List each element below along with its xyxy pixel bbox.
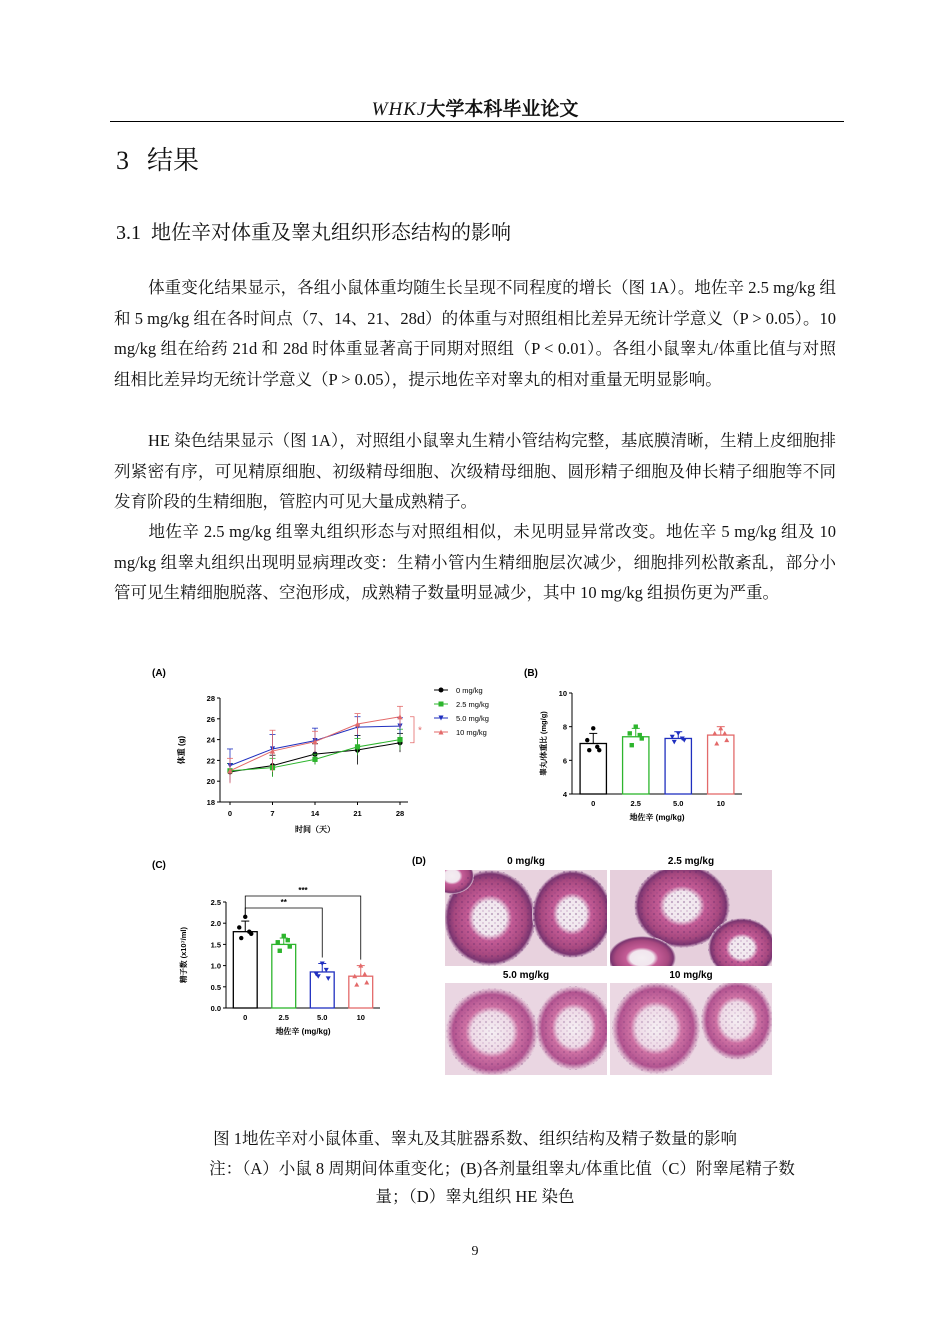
figure-caption: 图 1地佐辛对小鼠体重、睾丸及其脏器系数、组织结构及精子数量的影响: [213, 1129, 737, 1148]
chart-c-point: [247, 929, 251, 933]
chart-c-ylabel: 精子数 (x10⁷/ml): [179, 926, 188, 984]
chart-c-point: [354, 982, 359, 987]
chart-c-ytick-label: 2.0: [210, 919, 221, 929]
chart-a-ytick-label: 28: [206, 694, 215, 703]
paragraph-3-text: 地佐辛 2.5 mg/kg 组睾丸组织形态与对照组相似，未见明显异常改变。地佐辛 5 mg/kg 组及 10 mg/kg 组睾丸组织出现明显病理改变：生精小管内生精细胞层次减少，细胞排列松散紊乱，部分小管可见生精细胞脱落、空泡形成，成熟精子数量明显减少，其中 10 mg/kg 组损伤更为严重。: [114, 522, 836, 602]
paragraph-2: [114, 426, 836, 518]
chart-a-xtick-label: 14: [310, 809, 320, 818]
chart-c-panel-label: (C): [152, 860, 166, 871]
chart-c-point: [239, 936, 243, 940]
chapter-title-text: 结果: [147, 146, 200, 176]
chart-a-legend-label-2: 5.0 mg/kg: [456, 714, 489, 723]
paragraph-3: [114, 517, 836, 609]
chapter-title: [116, 140, 199, 177]
section-title: [116, 216, 511, 245]
chart-b-point: [712, 731, 717, 736]
chart-c-bar-2: [310, 972, 334, 1008]
section-title-text: 地佐辛对体重及睾丸组织形态结构的影响: [151, 220, 511, 244]
chart-c-significance-label-1: ***: [298, 886, 308, 895]
chart-a-ytick-label: 26: [206, 714, 215, 724]
chart-c-bar-3: [349, 976, 373, 1008]
chart-a-weight: [150, 660, 489, 840]
chart-b-ytick-label: 4: [562, 790, 567, 799]
he-image-2: [445, 983, 612, 1076]
chart-a-significance-bracket: [410, 717, 414, 743]
chart-a-xtick-label: 0: [227, 809, 233, 818]
chart-b-bar-3: [708, 735, 734, 794]
chart-c-point: [326, 976, 331, 981]
chart-a-legend-label-3: 10 mg/kg: [456, 728, 487, 737]
chart-c-sperm: [150, 852, 400, 1052]
chart-c-ytick-label: 0.5: [210, 982, 221, 992]
chart-b-point: [724, 738, 729, 743]
panel-d-title-0: 0 mg/kg: [507, 856, 545, 867]
chart-c-point: [316, 974, 321, 979]
chart-a-point: [312, 757, 317, 762]
panel-d-title-1: 2.5 mg/kg: [667, 856, 715, 867]
chart-a-xlabel: 时间（天）: [295, 825, 335, 834]
chart-c-bar-0: [233, 932, 257, 1008]
chart-b-point: [587, 748, 591, 752]
he-image-3: [610, 980, 773, 1075]
chart-b-point: [628, 731, 632, 735]
chart-b-point: [722, 731, 727, 736]
chart-a-ytick-label: 18: [206, 798, 215, 807]
chart-b-ytick-label: 10: [558, 689, 567, 698]
chart-a-legend-marker-0: [439, 688, 444, 693]
chart-c-xtick-label-2: 5.0: [317, 1013, 328, 1022]
chart-b-bar-1: [623, 737, 649, 794]
chart-b-xlabel: 地佐辛 (mg/kg): [629, 813, 685, 822]
paragraph-1-text: 体重变化结果显示，各组小鼠体重均随生长呈现不同程度的增长（图 1A）。地佐辛 2.5 mg/kg 组和 5 mg/kg 组在各时间点（7、14、21、28d）的体重与对照组相比差异无统计学意义（P > 0.05）。10 mg/kg 组在给药 21d 和 28d 时体重显著高于同期对照组（P < 0.01）。各组小鼠睾丸/体重比值与对照组相比差异均无统计学意义（P > 0.05），提示地佐辛对睾丸的相对重量无明显影响。: [114, 278, 836, 389]
chart-a-point: [397, 737, 402, 742]
chart-a-xtick-label: 7: [270, 809, 275, 818]
chart-c-significance-bracket-1: [245, 896, 361, 960]
chart-c-xtick-label-3: 10: [356, 1013, 365, 1022]
chart-c-point: [276, 940, 280, 944]
chart-b-point: [595, 745, 599, 749]
chart-b-ytick-label: 6: [562, 756, 567, 766]
chart-b-point: [585, 738, 589, 742]
chart-c-point: [364, 980, 369, 985]
chart-b-ylabel: 睾丸/体重比 (mg/g): [539, 711, 548, 776]
chart-b-point: [634, 724, 638, 728]
chart-a-legend-label-0: 0 mg/kg: [456, 686, 483, 695]
chart-b-point: [672, 740, 677, 745]
chart-b-xtick-label-2: 5.0: [673, 799, 684, 808]
chart-a-xtick-label: 28: [395, 809, 405, 818]
chart-c-point: [288, 944, 292, 948]
chart-b-ratio: [520, 660, 760, 840]
chart-a-ytick-label: 24: [206, 735, 215, 745]
panel-d-label: (D): [412, 856, 426, 867]
chart-c-ytick-label: 0.0: [210, 1004, 221, 1013]
chart-c-point: [362, 972, 367, 977]
he-image-1: [608, 864, 776, 980]
chart-c-point: [237, 925, 241, 929]
chart-b-bar-0: [580, 744, 606, 795]
chart-c-significance-label-0: **: [280, 898, 287, 907]
section-number: 3.1: [116, 222, 141, 244]
chart-b-point: [714, 741, 719, 746]
paragraph-1: [114, 273, 836, 395]
chart-c-point: [286, 938, 290, 942]
chart-c-xtick-label-1: 2.5: [278, 1013, 289, 1022]
chart-c-ytick-label: 1.0: [210, 961, 221, 971]
chart-a-annotation: *: [418, 725, 422, 737]
panel-d-he-staining: [412, 852, 777, 1077]
panel-d-title-2: 5.0 mg/kg: [502, 970, 550, 981]
paragraph-2-text: HE 染色结果显示（图 1A），对照组小鼠睾丸生精小管结构完整，基底膜清晰，生精上皮细胞排列紧密有序，可见精原细胞、初级精母细胞、次级精母细胞、圆形精子细胞及伸长精子细胞等不同发育阶段的生精细胞，管腔内可见大量成熟精子。: [114, 431, 836, 511]
chart-b-point: [676, 731, 681, 736]
chart-b-xtick-label-0: 0: [591, 799, 596, 808]
chart-b-xtick-label-1: 2.5: [630, 799, 641, 808]
chart-a-ytick-label: 20: [206, 777, 215, 787]
chart-c-xtick-label-0: 0: [243, 1013, 248, 1022]
chart-b-point: [591, 726, 595, 730]
chart-b-point: [638, 733, 642, 737]
panel-d-title-3: 10 mg/kg: [669, 970, 713, 981]
header-cjk: 大学本科毕业论文: [426, 99, 579, 120]
page-number: 9: [471, 1244, 479, 1259]
chart-c-point: [278, 949, 282, 953]
chart-b-ytick-label: 8: [562, 722, 567, 732]
header-rule: [110, 121, 844, 122]
chart-a-point: [355, 744, 360, 749]
chart-a-legend-marker-1: [439, 702, 444, 707]
chart-c-ytick-label: 1.5: [210, 940, 221, 950]
header-latin: WHKJ: [371, 99, 427, 120]
chart-a-ylabel: 体重 (g): [177, 735, 186, 765]
chart-b-point: [630, 743, 634, 747]
figure-note-line-2: 量；（D）睾丸组织 HE 染色: [375, 1187, 575, 1206]
chart-b-xtick-label-3: 10: [716, 799, 725, 808]
chart-c-bar-1: [272, 944, 296, 1008]
figure-note-line-1: 注：（A）小鼠 8 周期间体重变化；(B)各剂量组睾丸/体重比值（C）附睾尾精子数: [209, 1159, 795, 1178]
chart-c-xlabel: 地佐辛 (mg/kg): [275, 1027, 331, 1036]
chart-a-ytick-label: 22: [206, 756, 215, 766]
chart-c-point: [282, 934, 286, 938]
chart-a-legend-label-1: 2.5 mg/kg: [456, 700, 489, 709]
running-header: [0, 94, 950, 121]
he-image-0: [430, 858, 612, 966]
chart-b-panel-label: (B): [524, 668, 538, 679]
chart-a-panel-label: (A): [152, 668, 166, 679]
chart-b-bar-2: [665, 738, 691, 794]
chapter-number: 3: [116, 146, 129, 175]
chart-c-point: [243, 915, 247, 919]
chart-c-ytick-label: 2.5: [210, 898, 221, 907]
chart-a-xtick-label: 21: [353, 809, 362, 818]
